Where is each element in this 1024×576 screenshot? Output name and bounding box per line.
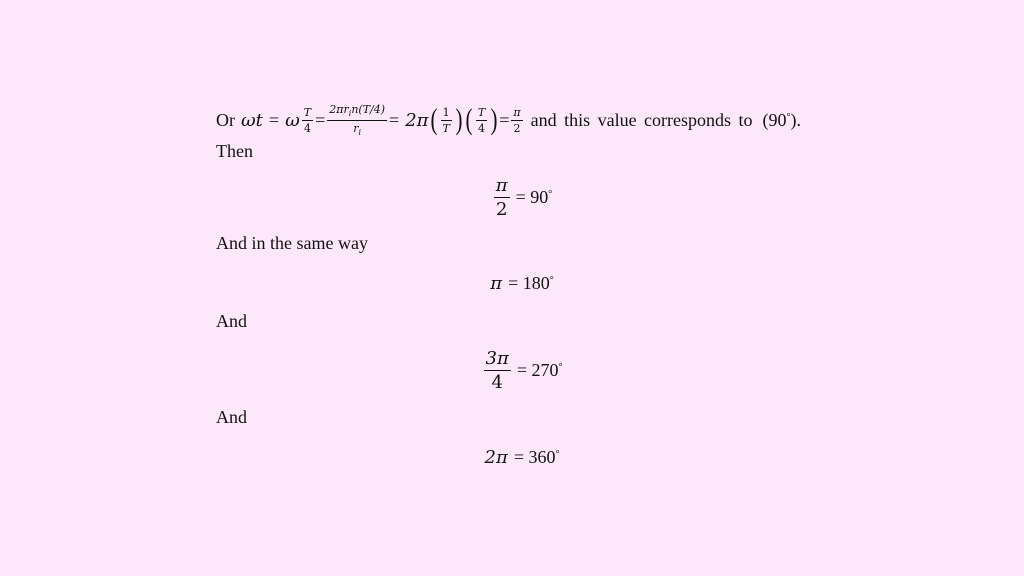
fraction-numerator xyxy=(327,103,387,118)
equals-sign-1: = xyxy=(268,109,280,130)
equals-sign-2: = xyxy=(315,109,326,130)
or-word: Or xyxy=(216,109,235,130)
fraction-numerator: T xyxy=(303,105,312,119)
and-text-2: And xyxy=(216,407,247,427)
numerator-tail: n(T/4) xyxy=(351,103,386,117)
denominator-subscript: i xyxy=(358,127,362,137)
fraction-denominator: 2 xyxy=(513,121,521,135)
equation-lhs: 2π xyxy=(484,446,508,468)
degree-symbol: ° xyxy=(786,111,791,123)
fraction-pi-over-2-display xyxy=(494,175,510,220)
degree-symbol: ° xyxy=(558,361,563,373)
two-pi: 2π xyxy=(405,109,429,131)
degree-symbol: ° xyxy=(549,274,554,286)
paren-value: (90 xyxy=(762,109,787,130)
fraction-t-over-4 xyxy=(302,106,313,135)
right-paren: ) xyxy=(490,103,498,136)
degree-symbol: ° xyxy=(548,188,553,200)
left-paren: ( xyxy=(430,103,437,136)
omega-symbol: ω xyxy=(285,109,300,131)
equation-pi-over-2 xyxy=(0,174,1024,220)
left-paren: ( xyxy=(465,103,473,136)
degree-symbol: ° xyxy=(555,448,560,460)
right-paren: ) xyxy=(455,103,463,136)
fraction-numerator: 3π xyxy=(485,347,509,369)
equation-rhs: = 90 xyxy=(515,186,549,207)
same-way-text: And in the same way xyxy=(216,233,368,253)
equation-lhs: π xyxy=(490,272,503,294)
fraction-1-over-t xyxy=(441,106,452,135)
fraction-denominator: 2 xyxy=(495,198,508,220)
equals-sign-3: = xyxy=(389,109,400,130)
equation-3pi-over-4 xyxy=(0,347,1024,393)
numerator-head: 2πr xyxy=(329,103,349,117)
equation-rhs: = 270 xyxy=(516,359,559,380)
equation-2pi xyxy=(0,444,1024,470)
fraction-denominator xyxy=(351,122,363,137)
fraction-denominator: T xyxy=(442,121,450,135)
fraction-numerator: 1 xyxy=(442,105,450,119)
equation-rhs: = 360 xyxy=(513,446,556,467)
derivation-line xyxy=(216,100,801,140)
fraction-denominator: 4 xyxy=(303,121,311,135)
fraction-t-over-4-b xyxy=(476,106,487,135)
equals-sign-4: = xyxy=(499,109,510,130)
omega-t: ωt xyxy=(241,109,263,131)
and-text-1: And xyxy=(216,311,247,331)
corresponds-text: and this value corresponds to xyxy=(530,109,753,130)
fraction-denominator: 4 xyxy=(491,371,503,393)
equation-rhs: = 180 xyxy=(508,272,550,293)
paren-close: ). xyxy=(790,109,802,130)
fraction-numerator: π xyxy=(513,105,521,119)
numerator-subscript: i xyxy=(348,109,352,119)
fraction-pi-over-2 xyxy=(511,106,522,135)
fraction-2pirin xyxy=(327,103,387,136)
fraction-3pi-over-4 xyxy=(484,348,511,393)
fraction-denominator: 4 xyxy=(478,121,486,135)
equation-pi xyxy=(0,270,1024,296)
fraction-numerator: T xyxy=(477,105,486,119)
then-text: Then xyxy=(216,141,253,161)
fraction-numerator: π xyxy=(495,174,508,196)
denominator-r: r xyxy=(353,121,359,135)
